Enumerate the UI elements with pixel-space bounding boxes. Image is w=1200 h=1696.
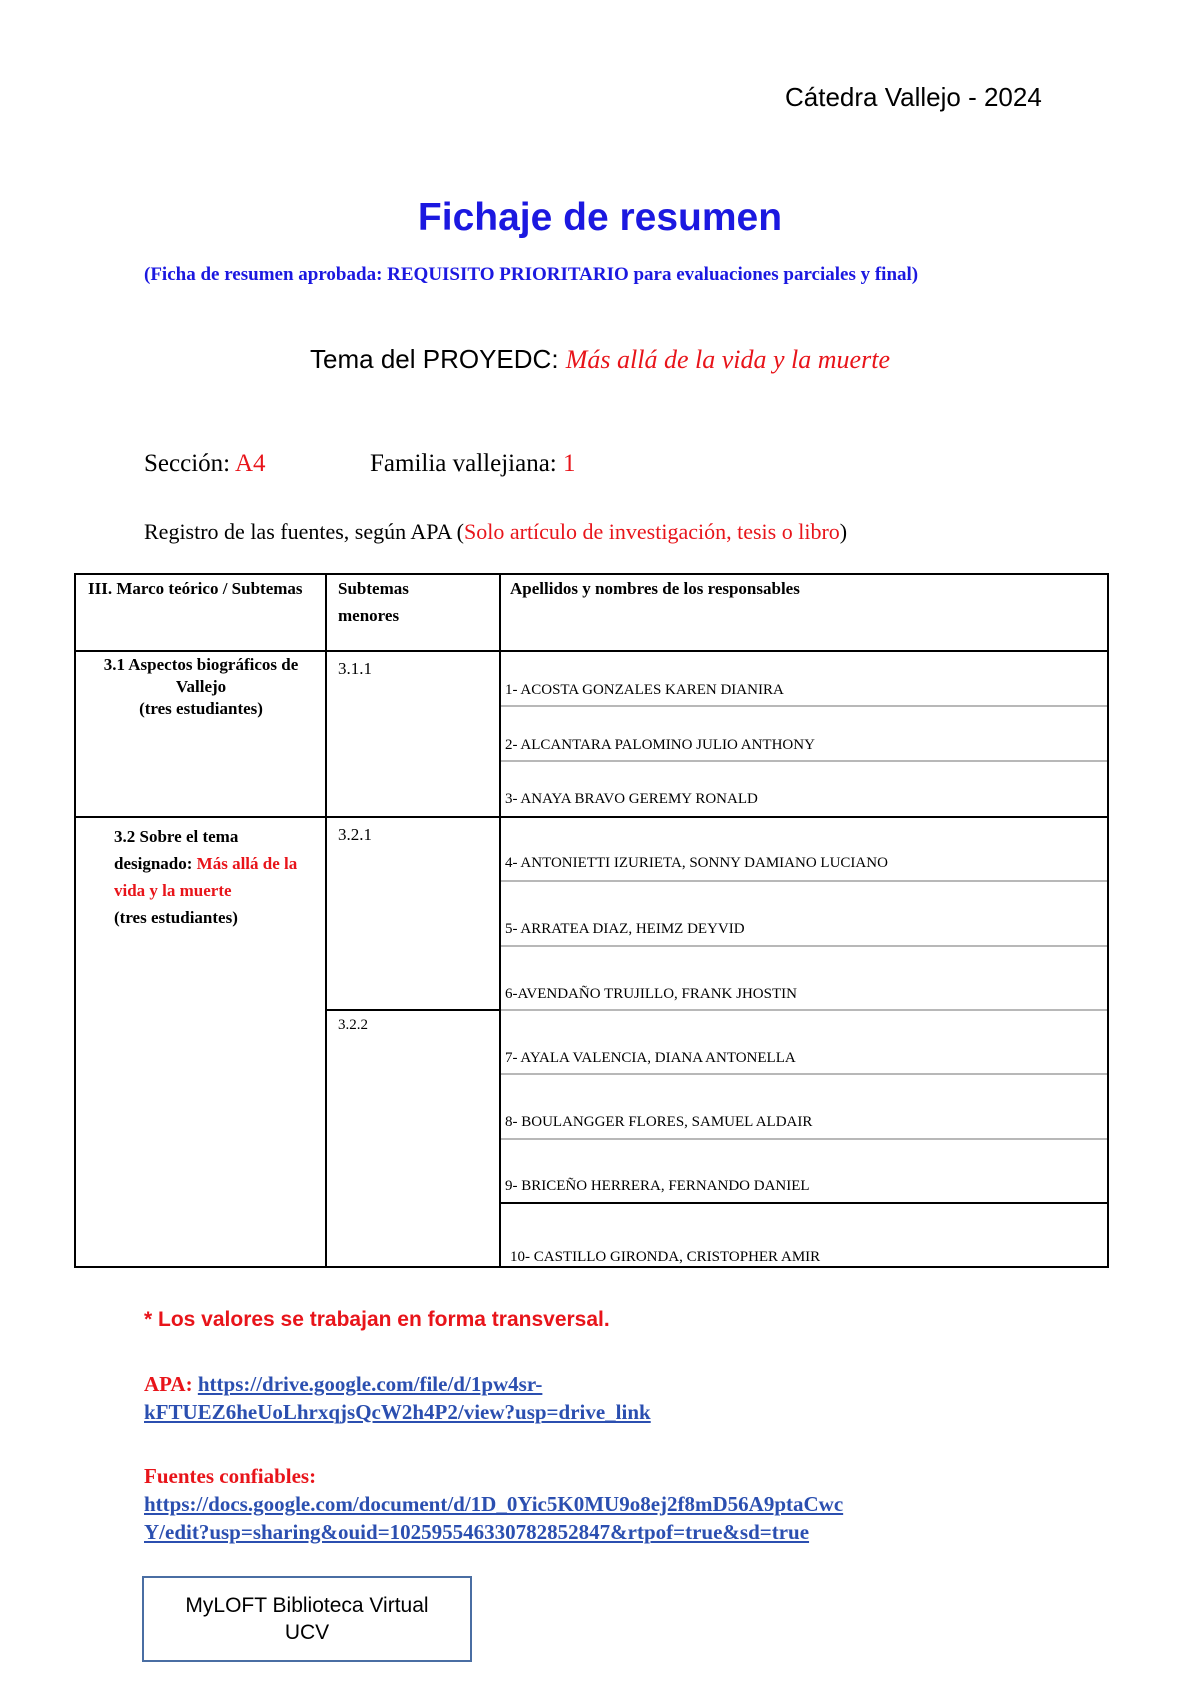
- apa-label: APA:: [144, 1372, 198, 1396]
- responsable-name: 3- ANAYA BRAVO GEREMY RONALD: [505, 791, 758, 807]
- sources-link-line-2[interactable]: Y/edit?usp=sharing&ouid=102595546330782852847&rtpof=true&sd=true: [144, 1520, 810, 1544]
- section-2-title-text: 3.2 Sobre el tema designado:: [114, 827, 239, 873]
- sources-label: Fuentes confiables:: [144, 1464, 317, 1488]
- responsable-name: 6-AVENDAÑO TRUJILLO, FRANK JHOSTIN: [505, 986, 797, 1002]
- apa-link-line-2[interactable]: kFTUEZ6heUoLhrxqjsQcW2h4P2/view?usp=drive_link: [144, 1400, 651, 1424]
- responsable-name: 1- ACOSTA GONZALES KAREN DIANIRA: [505, 682, 784, 698]
- values-note: * Los valores se trabajan en forma transversal.: [144, 1308, 610, 1331]
- responsable-name: 4- ANTONIETTI IZURIETA, SONNY DAMIANO LUCIANO: [505, 855, 888, 871]
- table-header-divider: [76, 650, 1107, 652]
- topic-label: Tema del PROYEDC:: [310, 344, 566, 374]
- section-1-note: (tres estudiantes): [139, 699, 263, 718]
- responsable-name: 8- BOULANGGER FLORES, SAMUEL ALDAIR: [505, 1114, 813, 1130]
- row-divider: [501, 880, 1107, 882]
- family-value: 1: [563, 450, 576, 477]
- mylloft-line-2: UCV: [284, 1621, 330, 1644]
- sources-link-line-1[interactable]: https://docs.google.com/document/d/1D_0Yic5K0MU9o8ej2f8mD56A9ptaCwc: [144, 1492, 844, 1516]
- registry-close: ): [839, 519, 848, 544]
- section-value: A4: [234, 450, 266, 477]
- section-1-title: [86, 654, 316, 720]
- responsable-name: 7- AYALA VALENCIA, DIANA ANTONELLA: [505, 1050, 796, 1066]
- subtema-3-2-2: 3.2.2: [338, 1017, 368, 1033]
- section-field: [144, 450, 266, 478]
- row-divider: [501, 945, 1107, 947]
- header-course-label: Cátedra Vallejo - 2024: [785, 82, 1042, 112]
- section-2-title: [114, 823, 304, 931]
- section-2-note: (tres estudiantes): [114, 908, 238, 927]
- responsable-name: 5- ARRATEA DIAZ, HEIMZ DEYVID: [505, 921, 745, 937]
- header-responsables: Apellidos y nombres de los responsables: [510, 579, 800, 598]
- registry-highlight: Solo artículo de investigación, tesis o libro: [464, 519, 840, 544]
- section-1-title-text: 3.1 Aspectos biográficos de Vallejo: [103, 655, 299, 696]
- mylloft-line-1: MyLOFT Biblioteca Virtual: [185, 1594, 429, 1617]
- registry-label: Registro de las fuentes, según APA (: [144, 519, 464, 544]
- apa-link-line-1[interactable]: https://drive.google.com/file/d/1pw4sr-: [197, 1372, 543, 1396]
- responsable-name: 9- BRICEÑO HERRERA, FERNANDO DANIEL: [505, 1178, 810, 1194]
- row-divider: [501, 760, 1107, 762]
- responsables-table: [74, 573, 1109, 1268]
- section-label: Sección:: [144, 450, 235, 477]
- topic-value: Más allá de la vida y la muerte: [565, 345, 890, 374]
- page-title: Fichaje de resumen: [417, 196, 783, 239]
- project-topic: [0, 344, 1200, 375]
- header-subtemas-menores: Subtemas menores: [338, 579, 409, 625]
- mylloft-library-button[interactable]: [142, 1576, 472, 1662]
- subtema-3-1-1: 3.1.1: [338, 659, 372, 678]
- apa-block: [144, 1370, 1044, 1426]
- subtema-3-2-1: 3.2.1: [338, 825, 372, 844]
- responsable-name: 10- CASTILLO GIRONDA, CRISTOPHER AMIR: [510, 1249, 821, 1265]
- subtitle-requirement: (Ficha de resumen aprobada: REQUISITO PRIORITARIO para evaluaciones parciales y final): [144, 264, 919, 285]
- row-divider: [501, 1009, 1107, 1011]
- row-divider: [501, 1073, 1107, 1075]
- responsable-name: 2- ALCANTARA PALOMINO JULIO ANTHONY: [505, 737, 815, 753]
- table-col-divider-1: [325, 575, 327, 1266]
- family-label: Familia vallejiana:: [370, 450, 563, 477]
- sources-block: [144, 1462, 1044, 1546]
- subtema-divider: [325, 1009, 501, 1011]
- family-field: [370, 450, 576, 478]
- table-col-divider-2: [499, 575, 501, 1266]
- row-divider: [501, 1202, 1107, 1204]
- row-divider: [501, 1138, 1107, 1140]
- header-marco-teorico: III. Marco teórico / Subtemas: [88, 579, 303, 598]
- section-2-title-highlight: Más allá de la vida y la muerte: [114, 854, 298, 900]
- table-section-divider: [76, 816, 1107, 818]
- row-divider: [501, 705, 1107, 707]
- sources-registry: [144, 518, 924, 546]
